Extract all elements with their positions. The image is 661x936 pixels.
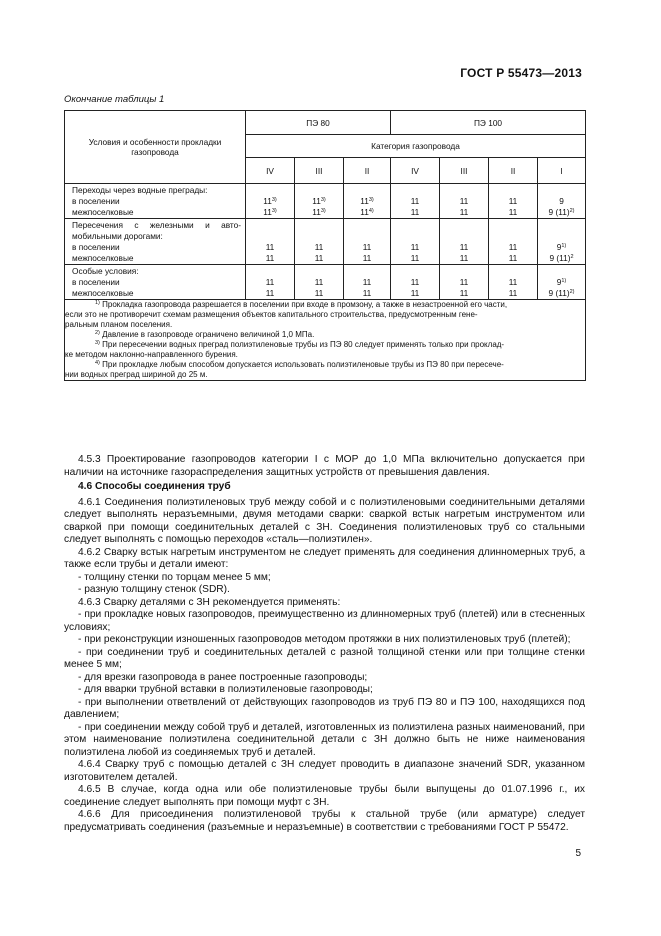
footnote-ref: 4): [368, 208, 374, 214]
cell-value-text: 11: [362, 277, 372, 287]
table-cell: [295, 184, 344, 219]
table-cell: [295, 219, 344, 265]
list-item: - толщину стенки по торцам менее 5 мм;: [78, 571, 271, 583]
cell-value: [440, 253, 488, 264]
footnote-line: [65, 340, 585, 350]
table-row: [65, 184, 586, 219]
cell-value: [538, 277, 585, 288]
footnote-ref: 1): [561, 243, 567, 249]
cell-value: [489, 207, 537, 218]
cell-value-text: 9: [559, 196, 564, 206]
body-text: [64, 454, 585, 834]
cell-value: [440, 266, 488, 277]
cell-value: [538, 196, 585, 207]
cell-value-text: 11: [362, 288, 372, 298]
cell-value: [344, 220, 390, 231]
cell-value-text: 9: [556, 242, 562, 252]
paragraph-4-6-6: 4.6.6 Для присоединения полиэтиленовой трубы к стальной трубе (или арматуре) следует предусматривать соединения (разъемные и неразъемные) в соответствии с требованиями ГОСТ Р 55472.: [64, 809, 585, 833]
cell-value-text: 9 (11): [548, 207, 570, 217]
cell-value-text: 11: [265, 288, 275, 298]
cell-value: [538, 253, 585, 264]
cell-value: [489, 288, 537, 299]
cell-value: [538, 220, 585, 231]
row-label-line: Особые условия:: [72, 266, 139, 276]
cell-value: [295, 288, 343, 299]
table-cell: [489, 219, 538, 265]
cell-value: [391, 220, 439, 231]
cell-value: [344, 196, 390, 207]
cell-value: [440, 288, 488, 299]
cell-value-text: 11: [459, 288, 469, 298]
cell-value: [489, 196, 537, 207]
cell-value: [391, 277, 439, 288]
footnote-text: Давление в газопроводе ограничено величиной 1,0 МПа.: [102, 330, 315, 339]
row-label-line: межпоселковые: [72, 207, 134, 217]
cell-value: [246, 196, 294, 207]
footnote-text: Прокладка газопровода разрешается в поселении при входе в промзону, а также в незастроенной его части,: [102, 300, 508, 309]
cell-value-text: 9: [556, 277, 562, 287]
table-cell: [440, 219, 489, 265]
cell-value: [440, 196, 488, 207]
cell-value: [295, 185, 343, 196]
cell-value: [295, 242, 343, 253]
cell-value: [344, 231, 390, 242]
table-footnotes: [65, 300, 586, 381]
cell-value: [344, 266, 390, 277]
cell-value: [538, 185, 585, 196]
cell-value: [391, 242, 439, 253]
table-cell: [391, 219, 440, 265]
table-row: [65, 219, 586, 265]
list-item: - разную толщину стенок (SDR).: [78, 584, 230, 595]
category-col: IV: [391, 158, 440, 184]
footnote-mark: 4): [95, 360, 100, 366]
table-cell: [538, 265, 586, 300]
footnote-mark: 2): [95, 330, 100, 336]
cell-value: [344, 253, 390, 264]
cell-value-text: 11: [459, 207, 469, 217]
footnote-ref: 3): [320, 208, 326, 214]
conditions-header: Условия и особенности прокладки газопровода: [65, 111, 246, 184]
cell-value-text: 11: [314, 288, 324, 298]
category-col: II: [489, 158, 538, 184]
cell-value-text: 11: [265, 277, 275, 287]
cell-value: [295, 196, 343, 207]
cell-value-text: 11: [410, 288, 420, 298]
cell-value-text: 11: [508, 207, 518, 217]
cell-value: [344, 277, 390, 288]
cell-value: [489, 220, 537, 231]
cell-value-text: 9 (11): [549, 253, 571, 263]
cell-value: [391, 185, 439, 196]
list-item: - при выполнении ответвлений от действующих газопроводов из труб ПЭ 80 и ПЭ 100, находящихся под давлением;: [64, 696, 585, 720]
footnote-ref: 3): [271, 197, 277, 203]
paragraph-4-5-3: 4.5.3 Проектирование газопроводов категории I с МОР до 1,0 МПа включительно допускается при наличии на источнике газораспределения защитных устройств от превышения давления.: [64, 454, 585, 478]
footnote-line: [65, 310, 585, 320]
cell-value-text: 11: [362, 242, 372, 252]
cell-value-text: 11: [312, 207, 321, 217]
table-cell: [391, 265, 440, 300]
cell-value-text: 11: [263, 196, 272, 206]
cell-value: [391, 266, 439, 277]
cell-value: [391, 288, 439, 299]
footnote-line: [65, 320, 585, 330]
cell-value: [246, 266, 294, 277]
table-cell: [538, 219, 586, 265]
cell-value-text: 11: [508, 277, 518, 287]
row-label: [65, 184, 246, 219]
cell-value-text: 11: [362, 253, 372, 263]
section-heading-4-6: 4.6 Способы соединения труб: [78, 481, 231, 492]
table-cell: [440, 184, 489, 219]
footnote-line: [65, 370, 585, 380]
document-code: ГОСТ Р 55473—2013: [460, 66, 582, 80]
pipeline-table: [64, 110, 586, 381]
paragraph-4-6-4: 4.6.4 Сварку труб с помощью деталей с ЗН следует проводить в диапазоне значений SDR, указанном изготовителем деталей.: [64, 759, 585, 783]
footnote-line: [65, 330, 585, 340]
cell-value: [391, 207, 439, 218]
cell-value-text: 11: [459, 253, 469, 263]
row-label-line: Переходы через водные преграды:: [72, 185, 208, 195]
list-item: - при прокладке новых газопроводов, преимущественно из длинномерных труб (плетей) или в стесненных условиях;: [64, 609, 585, 633]
category-col: II: [344, 158, 391, 184]
table-cell: [489, 265, 538, 300]
cell-value-text: 11: [314, 277, 324, 287]
cell-value: [538, 266, 585, 277]
cell-value-text: 11: [508, 288, 518, 298]
footnote-ref: 2): [569, 289, 575, 295]
cell-value-text: 11: [265, 242, 275, 252]
cell-value-text: 9 (11): [548, 288, 570, 298]
footnote-text: ральным планом поселения.: [65, 320, 173, 329]
row-label: [65, 265, 246, 300]
footnote-ref: 2: [570, 254, 574, 260]
footnote-mark: 3): [95, 340, 100, 346]
cell-value: [391, 231, 439, 242]
group-header-pe80: ПЭ 80: [246, 111, 391, 135]
cell-value-text: 11: [508, 253, 518, 263]
cell-value-text: 11: [314, 242, 324, 252]
cell-value: [246, 207, 294, 218]
category-header: Категория газопровода: [246, 135, 586, 158]
table-cell: [440, 265, 489, 300]
cell-value-text: 11: [508, 242, 518, 252]
table-cell: [489, 184, 538, 219]
footnote-text: При пересечении водных преград полиэтиленовые трубы из ПЭ 80 следует применять только при проклад-: [102, 340, 505, 349]
footnote-text: нии водных преград шириной до 25 м.: [65, 370, 208, 379]
cell-value: [295, 277, 343, 288]
row-label-line: в поселении: [72, 277, 120, 287]
row-label-line: межпоселковые: [72, 253, 134, 263]
footnote-line: [65, 350, 585, 360]
cell-value-text: 11: [265, 253, 275, 263]
cell-value: [489, 231, 537, 242]
footnote-ref: 2): [569, 208, 575, 214]
cell-value-text: 11: [360, 196, 369, 206]
cell-value: [489, 242, 537, 253]
cell-value: [344, 185, 390, 196]
table-row: [65, 265, 586, 300]
cell-value: [440, 207, 488, 218]
footnote-line: [65, 300, 585, 310]
table-cell: [344, 184, 391, 219]
category-col: I: [538, 158, 586, 184]
cell-value: [440, 277, 488, 288]
cell-value: [391, 253, 439, 264]
cell-value: [295, 253, 343, 264]
list-item: - для вварки трубной вставки в полиэтиленовые газопроводы;: [78, 684, 373, 695]
cell-value: [440, 185, 488, 196]
group-header-pe100: ПЭ 100: [391, 111, 586, 135]
cell-value-text: 11: [459, 242, 469, 252]
row-label: [65, 219, 246, 265]
row-label-line: мобильными дорогами:: [72, 231, 163, 241]
cell-value: [344, 207, 390, 218]
footnote-mark: 1): [95, 300, 100, 306]
cell-value: [295, 220, 343, 231]
cell-value: [295, 266, 343, 277]
footnote-ref: 1): [561, 278, 567, 284]
page-number: 5: [575, 848, 581, 859]
footnote-text: если это не противоречит схемам размещения объектов капитального строительства, предусмотренным гене-: [65, 310, 478, 319]
paragraph-4-6-1: 4.6.1 Соединения полиэтиленовых труб между собой и с полиэтиленовыми соединительными деталями следует выполнять неразъемными, двумя методами сварки: сваркой встык нагретым инструментом или сваркой при помощи соединительных деталей с ЗН. Соединения полиэтиленовых труб со стальными следует выполнять с помощью переходов «сталь—полиэтилен».: [64, 496, 585, 545]
paragraph-4-6-2: 4.6.2 Сварку встык нагретым инструментом не следует применять для соединения длинномерных труб, а также если трубы и детали имеют:: [64, 546, 585, 570]
table-cell: [344, 219, 391, 265]
cell-value-text: 11: [263, 207, 272, 217]
cell-value: [489, 185, 537, 196]
cell-value: [246, 220, 294, 231]
list-item: - при соединении между собой труб и деталей, изготовленных из полиэтилена разных наименований, при этом наименование полиэтилена соединительной детали с ЗН должно быть не ниже наименования полиэтилена любой из соединяемых труб и деталей.: [64, 721, 585, 758]
cell-value: [246, 242, 294, 253]
cell-value-text: 11: [312, 196, 321, 206]
cell-value: [538, 242, 585, 253]
footnote-ref: 3): [271, 208, 277, 214]
paragraph-4-6-5: 4.6.5 В случае, когда одна или обе полиэтиленовые трубы были выпущены до 01.07.1996 г., их соединение следует выполнять при помощи муфт с ЗН.: [64, 784, 585, 808]
list-item: - для врезки газопровода в ранее построенные газопроводы;: [78, 671, 368, 683]
footnote-text: ке методом наклонно-направленного бурения.: [65, 350, 238, 359]
cell-value: [246, 231, 294, 242]
category-col: III: [295, 158, 344, 184]
cell-value-text: 11: [459, 196, 469, 206]
cell-value: [344, 242, 390, 253]
cell-value: [440, 242, 488, 253]
table-cell: [538, 184, 586, 219]
cell-value-text: 11: [410, 207, 420, 217]
cell-value-text: 11: [360, 207, 369, 217]
cell-value: [440, 220, 488, 231]
cell-value: [489, 277, 537, 288]
cell-value: [246, 277, 294, 288]
cell-value-text: 11: [410, 277, 420, 287]
cell-value: [538, 231, 585, 242]
cell-value: [246, 253, 294, 264]
table-cell: [246, 265, 295, 300]
table-cell: [344, 265, 391, 300]
cell-value-text: 11: [459, 277, 469, 287]
list-item: - при соединении труб и соединительных деталей с разной толщиной стенки или при толщине стенки менее 5 мм;: [64, 646, 585, 670]
table-cell: [246, 219, 295, 265]
cell-value-text: 11: [410, 253, 420, 263]
row-label-line: в поселении: [72, 242, 120, 252]
footnote-text: При прокладке любым способом допускается использовать полиэтиленовые трубы из ПЭ 80 при пересече-: [102, 360, 504, 369]
footnote-ref: 3): [320, 197, 326, 203]
cell-value: [295, 207, 343, 218]
category-col: III: [440, 158, 489, 184]
paragraph-4-6-3: 4.6.3 Сварку деталями с ЗН рекомендуется применять:: [78, 596, 341, 608]
cell-value: [489, 253, 537, 264]
row-label-line: в поселении: [72, 196, 120, 206]
cell-value: [440, 231, 488, 242]
cell-value: [246, 288, 294, 299]
footnote-ref: 3): [368, 197, 374, 203]
cell-value-text: 11: [410, 242, 420, 252]
cell-value: [246, 185, 294, 196]
cell-value-text: 11: [508, 196, 518, 206]
row-label-line: Пересечения с железными и авто-: [72, 220, 241, 230]
category-col: IV: [246, 158, 295, 184]
cell-value: [344, 288, 390, 299]
cell-value-text: 11: [410, 196, 420, 206]
cell-value: [295, 231, 343, 242]
table-cell: [295, 265, 344, 300]
table-cell: [391, 184, 440, 219]
table-caption: Окончание таблицы 1: [64, 94, 165, 105]
footnote-line: [65, 360, 585, 370]
cell-value: [538, 207, 585, 218]
cell-value: [489, 266, 537, 277]
cell-value: [391, 196, 439, 207]
list-item: - при реконструкции изношенных газопроводов методом протяжки в них полиэтиленовых труб (плетей);: [78, 634, 571, 645]
table-cell: [246, 184, 295, 219]
cell-value: [538, 288, 585, 299]
row-label-line: межпоселковые: [72, 288, 134, 298]
cell-value-text: 11: [314, 253, 324, 263]
